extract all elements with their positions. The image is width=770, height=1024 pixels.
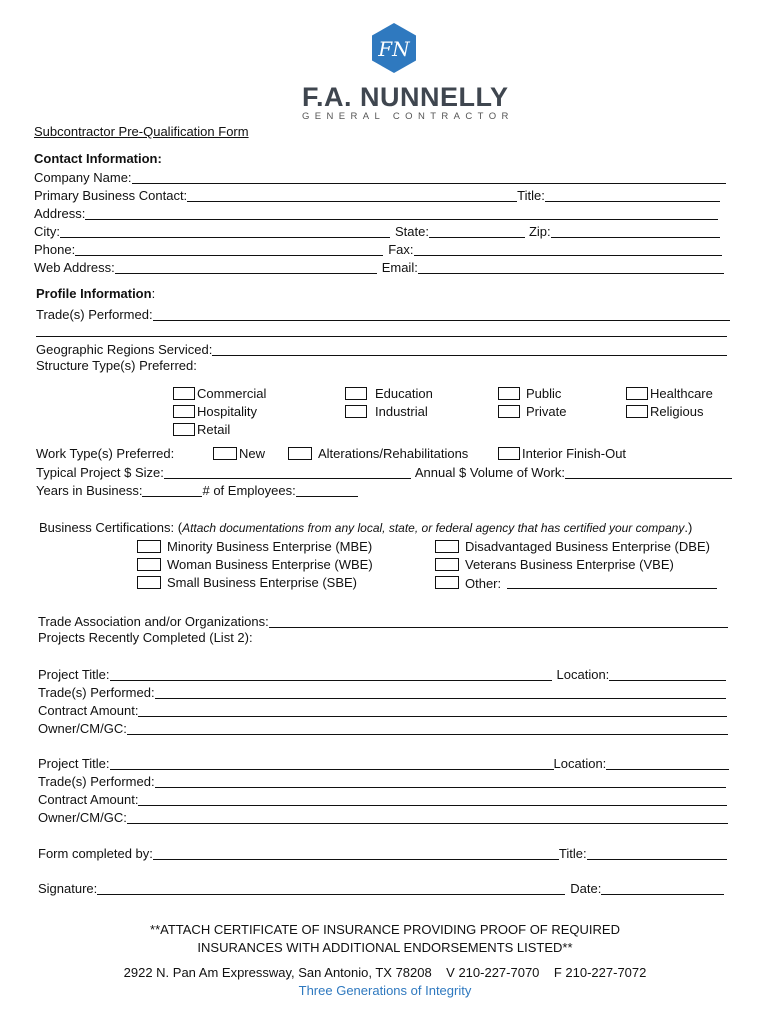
city-label: City: bbox=[34, 224, 60, 239]
hexagon-logo-icon bbox=[371, 22, 417, 74]
profile-heading bbox=[36, 286, 155, 301]
owner-label: Owner/CM/GC: bbox=[38, 810, 127, 825]
option-label: Retail bbox=[197, 421, 231, 437]
date-label: Date: bbox=[570, 881, 602, 896]
cert-option[interactable] bbox=[435, 555, 674, 573]
company-name-field[interactable] bbox=[132, 169, 726, 184]
regions-field[interactable] bbox=[212, 341, 727, 356]
structure-option[interactable] bbox=[173, 402, 257, 420]
structure-option[interactable] bbox=[498, 402, 566, 420]
profile-heading-colon: : bbox=[151, 286, 156, 301]
trades-field[interactable] bbox=[153, 306, 730, 321]
employees-label: # of Employees: bbox=[202, 483, 296, 498]
project-trades-field[interactable] bbox=[155, 684, 726, 699]
employees-field[interactable] bbox=[296, 482, 358, 497]
cert-option[interactable] bbox=[435, 573, 717, 591]
cert-option[interactable] bbox=[137, 573, 357, 591]
option-label: New bbox=[239, 445, 266, 461]
other-checkbox[interactable] bbox=[435, 576, 459, 589]
completed-title-label: Title: bbox=[558, 846, 587, 861]
option-label: Woman Business Enterprise (WBE) bbox=[167, 556, 373, 572]
contact-title-field[interactable] bbox=[545, 187, 720, 202]
state-field[interactable] bbox=[429, 223, 525, 238]
location-field[interactable] bbox=[609, 666, 726, 681]
project-trades-label: Trade(s) Performed: bbox=[38, 774, 155, 789]
structure-label: Structure Type(s) Preferred: bbox=[36, 358, 197, 373]
zip-field[interactable] bbox=[551, 223, 720, 238]
option-label: Veterans Business Enterprise (VBE) bbox=[465, 556, 674, 572]
footer-address: 2922 N. Pan Am Expressway, San Antonio, TX 78208 V 210-227-7070 F 210-227-7072 bbox=[123, 965, 647, 980]
footer-tagline: Three Generations of Integrity bbox=[298, 983, 472, 998]
location-field[interactable] bbox=[606, 755, 729, 770]
option-label: Public bbox=[526, 385, 562, 401]
owner-label: Owner/CM/GC: bbox=[38, 721, 127, 736]
cert-label-italic: Attach documentations from any local, state, or federal agency that has certified your company bbox=[182, 521, 685, 535]
structure-option[interactable] bbox=[345, 402, 428, 420]
option-label: Industrial bbox=[375, 403, 428, 419]
hospitality-checkbox[interactable] bbox=[173, 405, 195, 418]
contract-amount-field[interactable] bbox=[138, 791, 727, 806]
mbe-checkbox[interactable] bbox=[137, 540, 161, 553]
option-label: Small Business Enterprise (SBE) bbox=[167, 574, 358, 590]
project-size-field[interactable] bbox=[164, 464, 411, 479]
structure-option[interactable] bbox=[345, 384, 433, 402]
owner-field[interactable] bbox=[127, 720, 728, 735]
structure-option[interactable] bbox=[626, 384, 713, 402]
cert-label-start: Business Certifications: ( bbox=[39, 520, 183, 535]
contract-amount-field[interactable] bbox=[138, 702, 727, 717]
structure-option[interactable] bbox=[173, 384, 266, 402]
option-label: Alterations/Rehabilitations bbox=[318, 445, 469, 461]
primary-contact-label: Primary Business Contact: bbox=[34, 188, 188, 203]
address-field[interactable] bbox=[85, 205, 718, 220]
cert-label-end: .) bbox=[684, 520, 693, 535]
fax-label: Fax: bbox=[388, 242, 414, 257]
contract-amount-label: Contract Amount: bbox=[38, 703, 139, 718]
location-label: Location: bbox=[556, 667, 610, 682]
alterations-checkbox[interactable] bbox=[288, 447, 312, 460]
option-label: Hospitality bbox=[197, 403, 257, 419]
project-title-label: Project Title: bbox=[38, 756, 110, 771]
public-checkbox[interactable] bbox=[498, 387, 520, 400]
cert-option[interactable] bbox=[137, 537, 372, 555]
profile-heading-text: Profile Information bbox=[36, 286, 152, 301]
insurance-notice-line2: INSURANCES WITH ADDITIONAL ENDORSEMENTS LISTED** bbox=[197, 940, 573, 955]
contact-title-label: Title: bbox=[517, 188, 545, 203]
insurance-notice-line1: **ATTACH CERTIFICATE OF INSURANCE PROVIDING PROOF OF REQUIRED bbox=[150, 922, 620, 937]
structure-option[interactable] bbox=[173, 420, 230, 438]
private-checkbox[interactable] bbox=[498, 405, 520, 418]
healthcare-checkbox[interactable] bbox=[626, 387, 648, 400]
zip-label: Zip: bbox=[528, 224, 551, 239]
project-title-field[interactable] bbox=[110, 666, 552, 681]
cert-option[interactable] bbox=[435, 537, 710, 555]
annual-volume-label: Annual $ Volume of Work: bbox=[414, 465, 565, 480]
project-trades-field[interactable] bbox=[155, 773, 726, 788]
project-title-field[interactable] bbox=[110, 755, 554, 770]
work-option[interactable] bbox=[288, 444, 468, 462]
fax-field[interactable] bbox=[414, 241, 723, 256]
new-checkbox[interactable] bbox=[213, 447, 237, 460]
work-type-label: Work Type(s) Preferred: bbox=[36, 446, 175, 461]
company-name-label: Company Name: bbox=[34, 170, 132, 185]
city-field[interactable] bbox=[60, 223, 390, 238]
company-logo bbox=[371, 22, 417, 74]
years-label: Years in Business: bbox=[36, 483, 143, 498]
phone-label: Phone: bbox=[34, 242, 76, 257]
primary-contact-field[interactable] bbox=[187, 187, 517, 202]
option-label: Private bbox=[526, 403, 567, 419]
religious-checkbox[interactable] bbox=[626, 405, 648, 418]
structure-option[interactable] bbox=[626, 402, 703, 420]
industrial-checkbox[interactable] bbox=[345, 405, 367, 418]
project-size-label: Typical Project $ Size: bbox=[36, 465, 164, 480]
location-label: Location: bbox=[553, 756, 607, 771]
certifications-label bbox=[39, 520, 692, 535]
trades-label: Trade(s) Performed: bbox=[36, 307, 153, 322]
work-option[interactable] bbox=[213, 444, 265, 462]
years-field[interactable] bbox=[142, 482, 202, 497]
logo-letter: FN bbox=[378, 37, 410, 61]
address-label: Address: bbox=[34, 206, 86, 221]
annual-volume-field[interactable] bbox=[565, 464, 732, 479]
interior-finish-checkbox[interactable] bbox=[498, 447, 520, 460]
vbe-checkbox[interactable] bbox=[435, 558, 459, 571]
cert-option[interactable] bbox=[137, 555, 373, 573]
option-label: Education bbox=[375, 385, 433, 401]
state-label: State: bbox=[395, 224, 429, 239]
option-label: Minority Business Enterprise (MBE) bbox=[167, 538, 373, 554]
sbe-checkbox[interactable] bbox=[137, 576, 161, 589]
web-field[interactable] bbox=[115, 259, 377, 274]
company-subtitle: GENERAL CONTRACTOR bbox=[302, 111, 514, 122]
form-title: Subcontractor Pre-Qualification Form bbox=[34, 124, 249, 139]
option-label: Interior Finish-Out bbox=[522, 445, 627, 461]
web-label: Web Address: bbox=[34, 260, 115, 275]
email-field[interactable] bbox=[418, 259, 724, 274]
trade-assoc-label: Trade Association and/or Organizations: bbox=[38, 614, 269, 629]
other-field[interactable] bbox=[507, 574, 717, 589]
completed-by-field[interactable] bbox=[153, 845, 559, 860]
owner-field[interactable] bbox=[127, 809, 728, 824]
work-option[interactable] bbox=[498, 444, 626, 462]
regions-label: Geographic Regions Serviced: bbox=[36, 342, 213, 357]
commercial-checkbox[interactable] bbox=[173, 387, 195, 400]
option-label: Commercial bbox=[197, 385, 267, 401]
option-label: Healthcare bbox=[650, 385, 713, 401]
trade-assoc-field[interactable] bbox=[269, 613, 728, 628]
signature-label: Signature: bbox=[38, 881, 98, 896]
education-checkbox[interactable] bbox=[345, 387, 367, 400]
retail-checkbox[interactable] bbox=[173, 423, 195, 436]
project-trades-label: Trade(s) Performed: bbox=[38, 685, 155, 700]
phone-field[interactable] bbox=[75, 241, 383, 256]
signature-field[interactable] bbox=[97, 880, 565, 895]
email-label: Email: bbox=[381, 260, 418, 275]
company-name: F.A. NUNNELLY bbox=[302, 82, 509, 112]
projects-recent-label: Projects Recently Completed (List 2): bbox=[38, 630, 253, 645]
project-title-label: Project Title: bbox=[38, 667, 110, 682]
structure-option[interactable] bbox=[498, 384, 561, 402]
contract-amount-label: Contract Amount: bbox=[38, 792, 139, 807]
option-label: Other: bbox=[465, 576, 502, 591]
dbe-checkbox[interactable] bbox=[435, 540, 459, 553]
date-field[interactable] bbox=[601, 880, 724, 895]
completed-by-label: Form completed by: bbox=[38, 846, 153, 861]
contact-heading: Contact Information: bbox=[34, 151, 162, 166]
completed-title-field[interactable] bbox=[587, 845, 727, 860]
option-label: Disadvantaged Business Enterprise (DBE) bbox=[465, 538, 710, 554]
wbe-checkbox[interactable] bbox=[137, 558, 161, 571]
trades-field-continued[interactable] bbox=[36, 322, 727, 337]
option-label: Religious bbox=[650, 403, 704, 419]
